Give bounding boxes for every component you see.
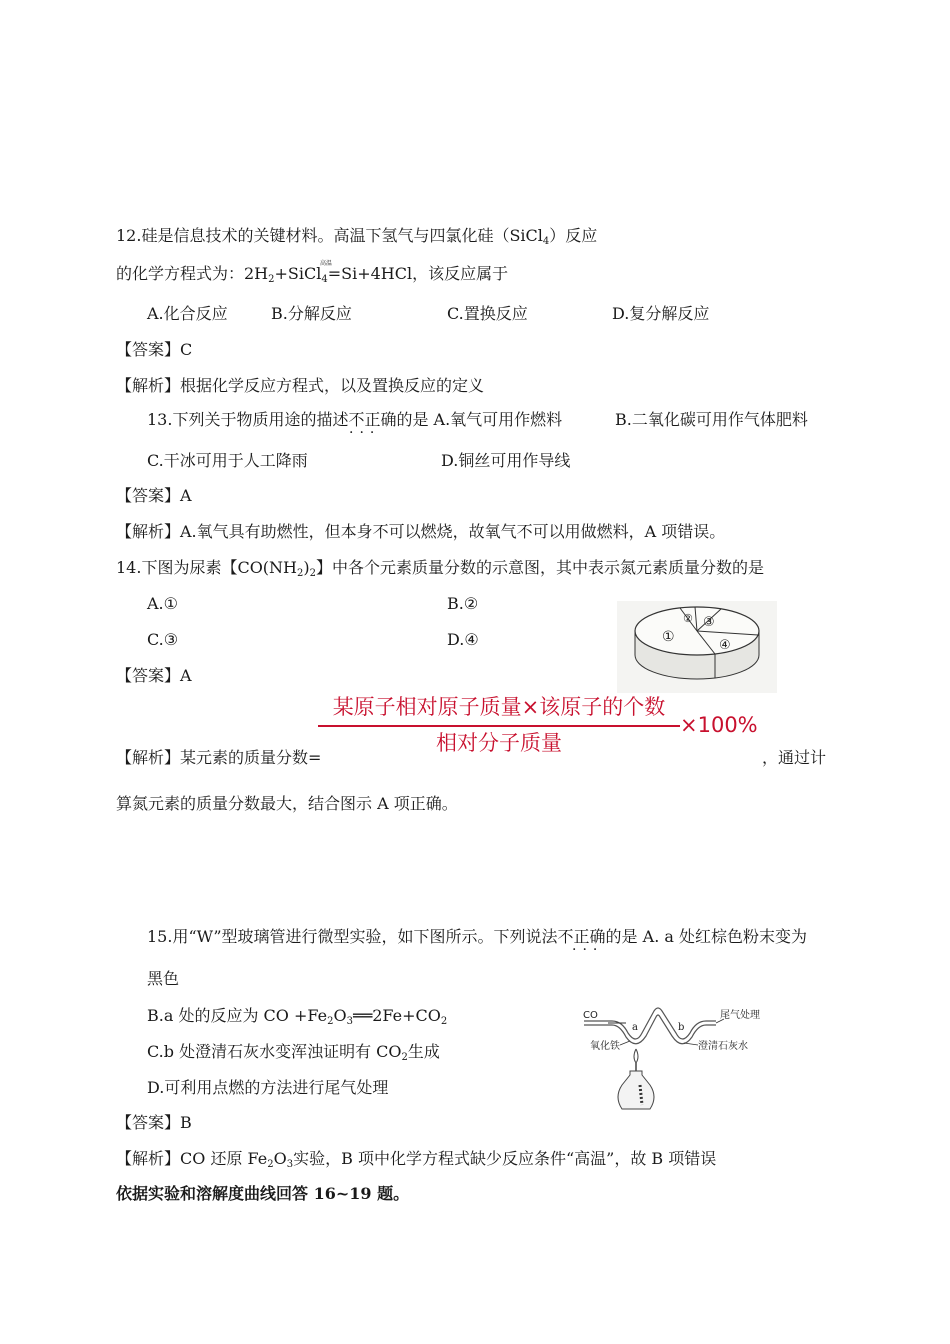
diagram-b-label: b [678, 1022, 685, 1033]
q13-option-d: D.铜丝可用作导线 [441, 451, 571, 470]
diagram-tail-gas-label: 尾气处理 [720, 1010, 760, 1021]
pie-chart-figure [617, 601, 777, 693]
q12-stem-line2: 的化学方程式为：$2H_2+SiCl_4=Si+4HCl$，该反应属于 [116, 264, 509, 285]
formula-percent: ×100% [680, 713, 758, 737]
q14-analysis-cont: ，通过计 [762, 748, 827, 767]
q12-option-b: B.分解反应 [271, 304, 352, 323]
emphasis-dots: ··· [349, 425, 381, 441]
q12-option-d: D.复分解反应 [612, 304, 710, 323]
pie-label-4: ④ [719, 638, 731, 653]
diagram-co-label: CO [583, 1010, 598, 1021]
q15-stem: 15.用“W”型玻璃管进行微型实验，如下图所示。下列说法不正确的是 A. a 处红棕色粉末变为 [147, 927, 807, 946]
q15-analysis: 【解析】CO 还原 $Fe_2O_3$实验，B 项中化学方程式缺少反应条件“高温”，故 B 项错误 [116, 1149, 717, 1170]
mass-fraction-formula [318, 693, 773, 759]
reaction-condition-mark: 高温 [320, 260, 333, 267]
q12-option-c: C.置换反应 [447, 304, 528, 323]
q13-answer: 【答案】A [116, 486, 192, 505]
pie-label-3: ③ [703, 615, 715, 630]
q12-stem-line1: 12.硅是信息技术的关键材料。高温下氢气与四氯化硅（SiCl$_4$）反应 [116, 226, 598, 247]
q15-stem-cont: 黑色 [147, 969, 180, 988]
diagram-iron-oxide-label: 氧化铁 [590, 1041, 620, 1052]
q13-option-b: B.二氧化碳可用作气体肥料 [615, 410, 808, 429]
q14-option-c: C.③ [147, 630, 179, 649]
formula-denominator: 相对分子质量 [436, 731, 562, 755]
q13-analysis: 【解析】A.氧气具有助燃性，但本身不可以燃烧，故氧气不可以用做燃料，A 项错误。 [116, 522, 726, 541]
formula-numerator: 某原子相对原子质量×该原子的个数 [332, 695, 666, 719]
emphasis-dots: ··· [572, 942, 604, 958]
q12-answer: 【答案】C [116, 340, 193, 359]
diagram-limewater-label: 澄清石灰水 [698, 1041, 748, 1052]
q14-answer: 【答案】A [116, 666, 192, 685]
q14-option-b: B.② [447, 594, 479, 613]
pie-label-1: ① [662, 629, 675, 645]
section-instruction: 依据实验和溶解度曲线回答 16~19 题。 [116, 1184, 410, 1203]
q15-answer: 【答案】B [116, 1113, 192, 1132]
diagram-a-label: a [632, 1022, 638, 1033]
q14-option-a: A.① [147, 594, 178, 613]
q14-option-d: D.④ [447, 630, 479, 649]
pie-label-2: ② [683, 612, 693, 625]
q12-option-a: A.化合反应 [147, 304, 228, 323]
w-tube-apparatus-figure [580, 1005, 780, 1115]
q12-analysis: 【解析】根据化学反应方程式，以及置换反应的定义 [116, 376, 485, 395]
q15-option-d: D.可利用点燃的方法进行尾气处理 [147, 1078, 389, 1097]
q14-analysis-start: 【解析】某元素的质量分数= [116, 748, 322, 767]
q13-option-c: C.干冰可用于人工降雨 [147, 451, 308, 470]
q15-option-b: B.a 处的反应为 CO $+Fe_2O_3══2Fe+CO_2$ [147, 1006, 448, 1027]
q13-stem: 13.下列关于物质用途的描述不正确的是 A.氧气可用作燃料 [147, 410, 563, 429]
q14-analysis-end: 算氮元素的质量分数最大，结合图示 A 项正确。 [116, 794, 458, 813]
fraction-bar [318, 725, 680, 727]
q14-stem: 14.下图为尿素【$CO(NH_2)_2$】中各个元素质量分数的示意图，其中表示氮元素质量分数的是 [116, 558, 765, 579]
q15-option-c: C.b 处澄清石灰水变浑浊证明有 $CO_2$生成 [147, 1042, 440, 1063]
